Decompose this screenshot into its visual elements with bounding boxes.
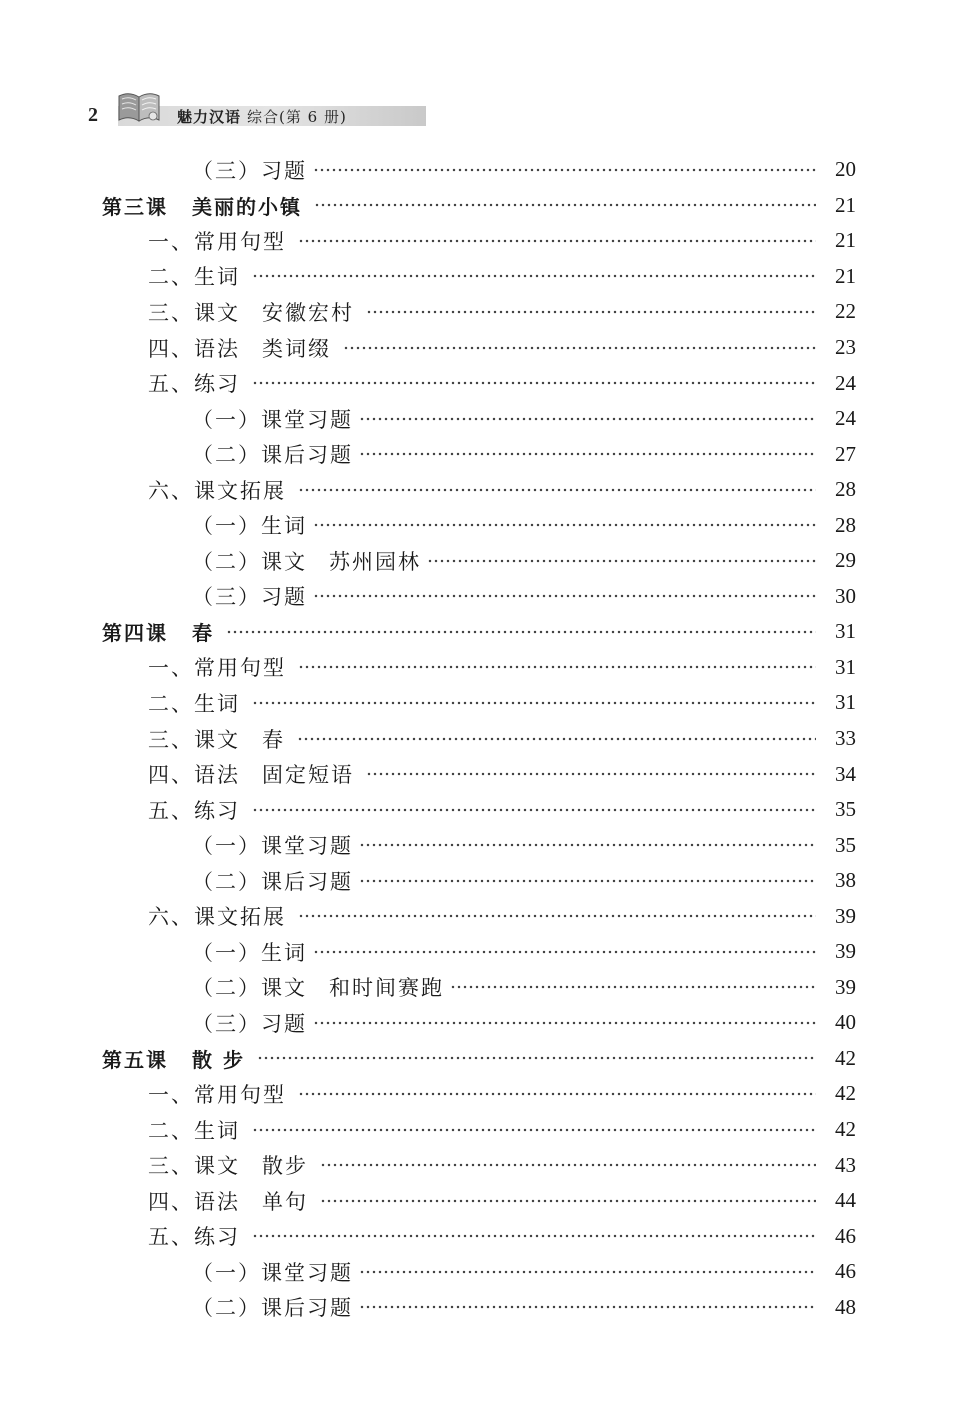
toc-entry-item[interactable] xyxy=(0,970,960,1006)
dot-leader xyxy=(450,985,816,989)
toc-entry-item[interactable] xyxy=(0,1290,960,1326)
toc-entry-title xyxy=(148,368,240,398)
toc-page-number: 31 xyxy=(835,654,856,679)
toc-entry-title xyxy=(148,652,286,682)
toc-entry-subtitle: 散 步 xyxy=(192,1047,245,1072)
dot-leader xyxy=(298,665,816,669)
toc-entry-title xyxy=(192,972,444,1002)
toc-entry-label: 三、课文 xyxy=(148,300,240,325)
toc-page-number: 24 xyxy=(835,406,856,431)
toc-entry-section[interactable] xyxy=(0,294,960,330)
toc-entry-title xyxy=(192,404,353,434)
toc-entry-title xyxy=(102,191,302,220)
toc-entry-label: （二）课文 xyxy=(192,549,307,574)
toc-entry-label: 三、课文 xyxy=(148,1154,240,1179)
toc-entry-title xyxy=(192,937,307,967)
toc-page-number: 21 xyxy=(835,263,856,288)
toc-entry-title xyxy=(148,1186,308,1216)
toc-entry-item[interactable] xyxy=(0,579,960,615)
toc-entry-title xyxy=(148,1115,240,1145)
dot-leader xyxy=(252,1234,816,1238)
toc-entry-label: 二、生词 xyxy=(148,265,240,290)
toc-entry-title xyxy=(148,1221,240,1251)
toc-entry-item[interactable] xyxy=(0,152,960,188)
toc-entry-subtitle: 散步 xyxy=(262,1154,308,1179)
toc-page-number: 44 xyxy=(835,1188,856,1213)
dot-leader xyxy=(298,1092,816,1096)
toc-entry-title xyxy=(148,901,286,931)
toc-entry-subtitle: 春 xyxy=(262,727,285,752)
book-title-main: 魅力汉语 xyxy=(177,108,242,126)
dot-leader xyxy=(298,239,816,243)
toc-page-number: 30 xyxy=(835,583,856,608)
toc-entry-section[interactable] xyxy=(0,898,960,934)
toc-entry-subtitle: 和时间赛跑 xyxy=(329,976,444,1001)
table-of-contents xyxy=(0,152,960,1325)
dot-leader xyxy=(252,808,816,812)
toc-entry-item[interactable] xyxy=(0,507,960,543)
toc-entry-section[interactable] xyxy=(0,259,960,295)
toc-entry-lesson[interactable] xyxy=(0,614,960,650)
toc-entry-section[interactable] xyxy=(0,1147,960,1183)
toc-entry-title xyxy=(148,795,240,825)
dot-leader xyxy=(257,1056,816,1060)
dot-leader xyxy=(298,488,816,492)
dot-leader xyxy=(298,914,816,918)
toc-page-number: 28 xyxy=(835,512,856,537)
dot-leader xyxy=(359,1305,816,1309)
toc-entry-label: （一）课堂习题 xyxy=(192,407,353,432)
toc-entry-label: 一、常用句型 xyxy=(148,229,286,254)
toc-entry-title xyxy=(192,581,307,611)
toc-page-number: 39 xyxy=(835,974,856,999)
dot-leader xyxy=(359,843,816,847)
toc-entry-lesson[interactable] xyxy=(0,1041,960,1077)
toc-entry-label: （二）课后习题 xyxy=(192,443,353,468)
toc-entry-title xyxy=(192,439,353,469)
toc-entry-title xyxy=(148,1150,308,1180)
toc-entry-label: （三）习题 xyxy=(192,158,307,183)
toc-entry-subtitle: 固定短语 xyxy=(262,763,354,788)
toc-page-number: 23 xyxy=(835,335,856,359)
toc-page-number: 39 xyxy=(835,903,856,928)
toc-entry-title xyxy=(148,333,331,363)
toc-page-number: 34 xyxy=(835,761,856,786)
dot-leader xyxy=(252,1128,816,1132)
dot-leader xyxy=(359,879,816,883)
dot-leader xyxy=(252,274,816,278)
toc-entry-item[interactable] xyxy=(0,401,960,437)
dot-leader xyxy=(313,168,816,172)
dot-leader xyxy=(226,630,816,634)
toc-page-number: 42 xyxy=(835,1081,856,1106)
toc-entry-title xyxy=(148,1079,286,1109)
toc-page-number: 31 xyxy=(835,619,856,644)
toc-entry-title xyxy=(148,688,240,718)
toc-page-number: 21 xyxy=(835,192,856,217)
toc-entry-label: 四、语法 xyxy=(148,763,240,788)
toc-page-number: 28 xyxy=(835,477,856,502)
dot-leader xyxy=(366,772,816,776)
toc-page-number: 43 xyxy=(835,1152,856,1177)
book-subtitle: 综合(第 6 册) xyxy=(247,108,347,126)
toc-page-number: 29 xyxy=(835,548,856,573)
toc-entry-label: （一）课堂习题 xyxy=(192,1260,353,1285)
toc-page-number: 46 xyxy=(835,1223,856,1248)
toc-entry-label: 五、练习 xyxy=(148,1225,240,1250)
dot-leader xyxy=(313,594,816,598)
toc-entry-label: 六、课文拓展 xyxy=(148,478,286,503)
dot-leader xyxy=(359,1270,816,1274)
dot-leader xyxy=(366,310,816,314)
toc-entry-label: （一）课堂习题 xyxy=(192,834,353,859)
toc-entry-label: 四、语法 xyxy=(148,336,240,361)
toc-entry-item[interactable] xyxy=(0,934,960,970)
toc-entry-label: 五、练习 xyxy=(148,798,240,823)
toc-entry-label: （二）课后习题 xyxy=(192,869,353,894)
toc-entry-title xyxy=(148,261,240,291)
toc-entry-title xyxy=(192,866,353,896)
toc-entry-label: 一、常用句型 xyxy=(148,1082,286,1107)
toc-entry-title xyxy=(148,759,354,789)
dot-leader xyxy=(320,1199,816,1203)
dot-leader xyxy=(313,950,816,954)
toc-entry-item[interactable] xyxy=(0,863,960,899)
toc-entry-section[interactable] xyxy=(0,792,960,828)
toc-entry-subtitle: 美丽的小镇 xyxy=(192,194,302,219)
toc-entry-subtitle: 安徽宏村 xyxy=(262,300,354,325)
dot-leader xyxy=(320,1163,816,1167)
toc-entry-label: 六、课文拓展 xyxy=(148,905,286,930)
toc-page-number: 35 xyxy=(835,797,856,822)
toc-entry-label: （二）课文 xyxy=(192,976,307,1001)
toc-entry-title xyxy=(192,1257,353,1287)
toc-page-number: 35 xyxy=(835,832,856,857)
toc-entry-section[interactable] xyxy=(0,685,960,721)
dot-leader xyxy=(314,203,816,207)
toc-page-number: 31 xyxy=(835,690,856,715)
toc-page-number: 42 xyxy=(835,1045,856,1070)
toc-entry-title xyxy=(148,226,286,256)
toc-page-number: 42 xyxy=(835,1117,856,1142)
toc-entry-label: 第五课 xyxy=(102,1047,168,1072)
toc-page-number: 27 xyxy=(835,441,856,466)
toc-entry-section[interactable] xyxy=(0,1183,960,1219)
toc-entry-title xyxy=(102,1044,245,1073)
toc-entry-section[interactable] xyxy=(0,756,960,792)
toc-entry-label: 三、课文 xyxy=(148,727,240,752)
toc-entry-section[interactable] xyxy=(0,1112,960,1148)
toc-entry-item[interactable] xyxy=(0,543,960,579)
toc-page-number: 33 xyxy=(835,726,856,751)
toc-entry-item[interactable] xyxy=(0,827,960,863)
toc-page-number: 48 xyxy=(835,1294,856,1319)
toc-entry-subtitle: 苏州园林 xyxy=(329,549,421,574)
dot-leader xyxy=(252,381,816,385)
toc-entry-subtitle: 单句 xyxy=(262,1189,308,1214)
toc-entry-title xyxy=(192,1008,307,1038)
toc-entry-title xyxy=(102,617,214,646)
toc-page-number: 20 xyxy=(835,157,856,182)
toc-entry-title xyxy=(148,724,285,754)
toc-entry-label: 一、常用句型 xyxy=(148,656,286,681)
toc-entry-title xyxy=(192,1292,353,1322)
toc-entry-label: 四、语法 xyxy=(148,1189,240,1214)
toc-entry-label: 二、生词 xyxy=(148,1118,240,1143)
toc-page-number: 24 xyxy=(835,370,856,395)
toc-entry-label: （三）习题 xyxy=(192,585,307,610)
dot-leader xyxy=(297,737,816,741)
dot-leader xyxy=(313,1021,816,1025)
dot-leader xyxy=(427,559,816,563)
toc-entry-section[interactable] xyxy=(0,472,960,508)
toc-entry-title xyxy=(148,475,286,505)
toc-page-number: 21 xyxy=(835,228,856,253)
toc-entry-label: 五、练习 xyxy=(148,372,240,397)
dot-leader xyxy=(313,523,816,527)
toc-entry-subtitle: 类词缀 xyxy=(262,336,331,361)
toc-entry-label: 第四课 xyxy=(102,621,168,646)
toc-entry-title xyxy=(148,297,354,327)
toc-entry-title xyxy=(192,510,307,540)
toc-entry-label: （一）生词 xyxy=(192,940,307,965)
dot-leader xyxy=(343,346,816,350)
toc-entry-item[interactable] xyxy=(0,436,960,472)
toc-entry-title xyxy=(192,155,307,185)
toc-entry-section[interactable] xyxy=(0,223,960,259)
toc-entry-label: 第三课 xyxy=(102,194,168,219)
toc-entry-title xyxy=(192,830,353,860)
dot-leader xyxy=(252,701,816,705)
dot-leader xyxy=(359,452,816,456)
toc-entry-section[interactable] xyxy=(0,365,960,401)
toc-entry-section[interactable] xyxy=(0,721,960,757)
toc-entry-section[interactable] xyxy=(0,1076,960,1112)
dot-leader xyxy=(359,417,816,421)
toc-entry-label: （一）生词 xyxy=(192,514,307,539)
toc-entry-label: （三）习题 xyxy=(192,1011,307,1036)
toc-entry-title xyxy=(192,546,421,576)
toc-page-number: 40 xyxy=(835,1010,856,1035)
toc-page-number: 39 xyxy=(835,939,856,964)
toc-page-number: 46 xyxy=(835,1259,856,1284)
toc-entry-label: 二、生词 xyxy=(148,691,240,716)
toc-page-number: 22 xyxy=(835,299,856,324)
toc-entry-section[interactable] xyxy=(0,1218,960,1254)
toc-entry-section[interactable] xyxy=(0,330,960,366)
toc-entry-subtitle: 春 xyxy=(192,621,214,646)
toc-entry-section[interactable] xyxy=(0,650,960,686)
open-book-icon xyxy=(117,86,163,126)
toc-entry-label: （二）课后习题 xyxy=(192,1296,353,1321)
page-number: 2 xyxy=(88,104,98,126)
toc-page-number: 38 xyxy=(835,868,856,893)
page-header xyxy=(0,86,960,136)
toc-entry-lesson[interactable] xyxy=(0,188,960,224)
toc-entry-item[interactable] xyxy=(0,1005,960,1041)
toc-entry-item[interactable] xyxy=(0,1254,960,1290)
book-title xyxy=(177,106,347,127)
